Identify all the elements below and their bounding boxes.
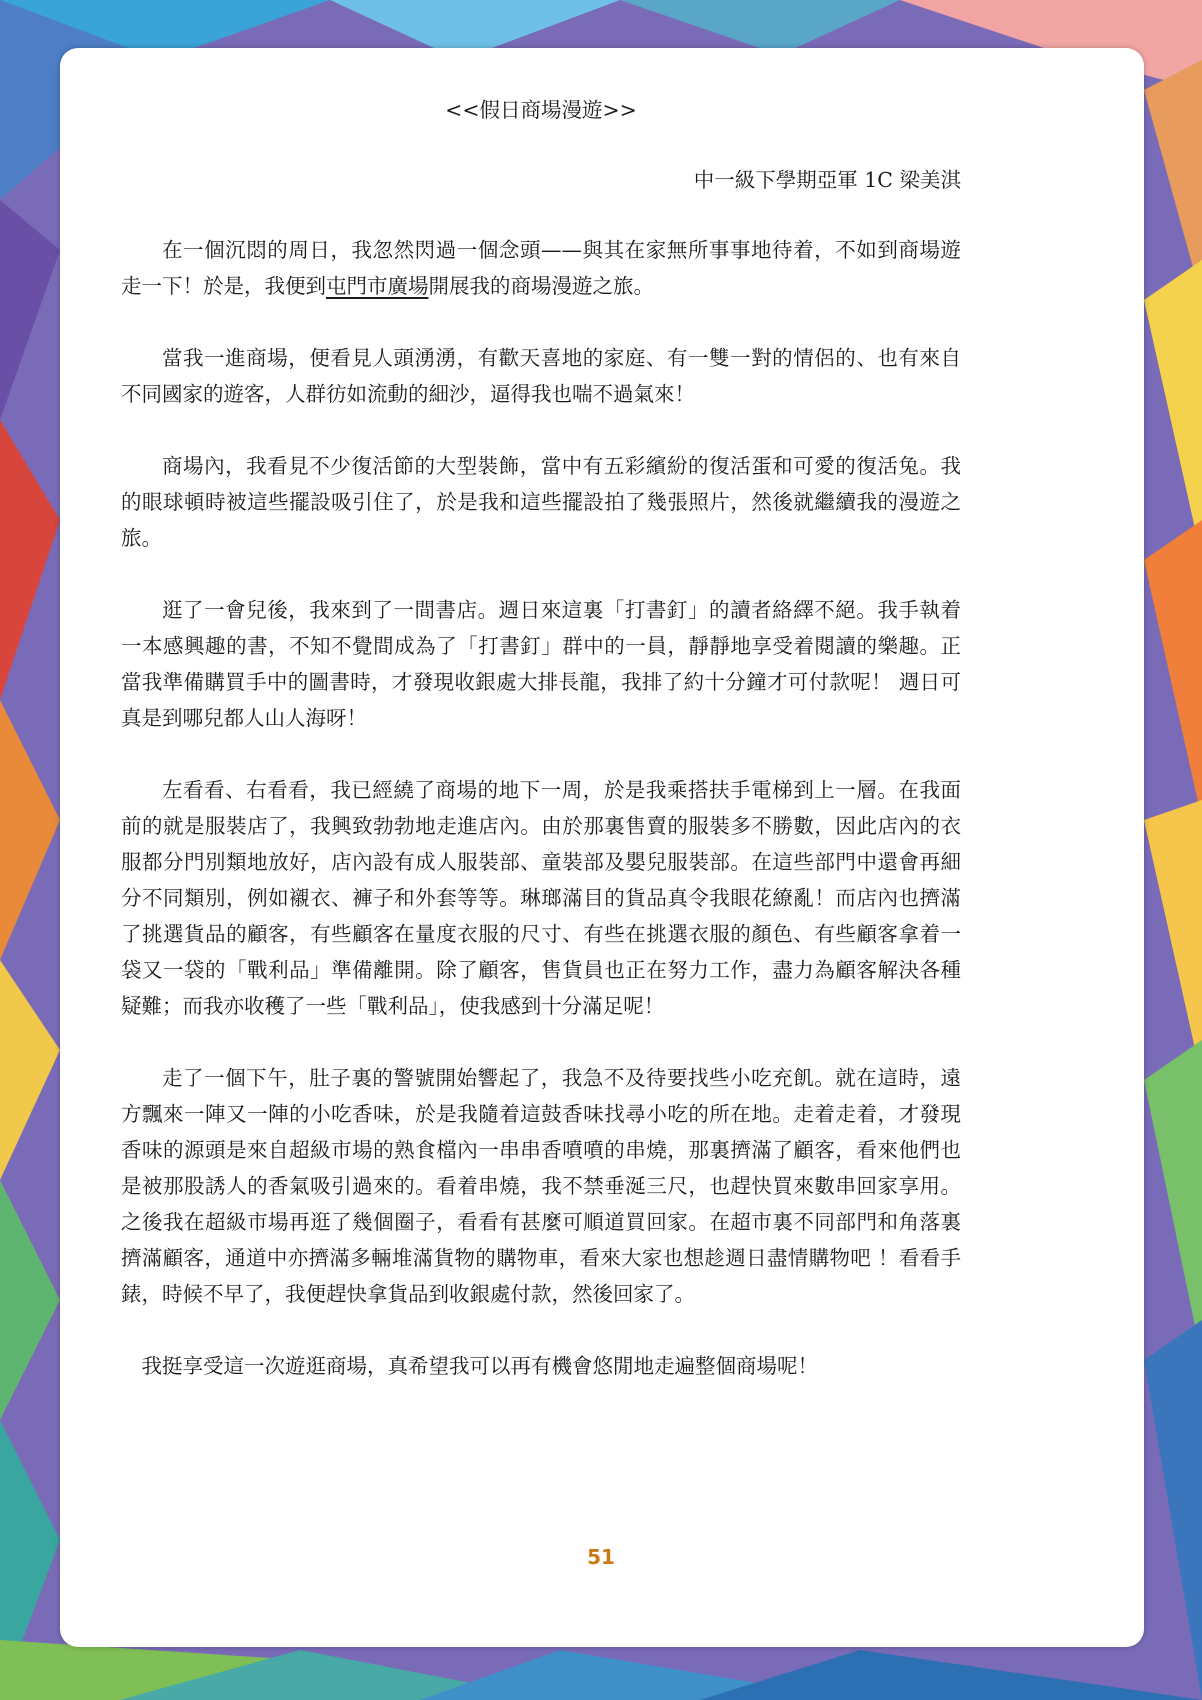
author-byline: 中一級下學期亞軍 1C 梁美淇 [693, 168, 961, 192]
closing-paragraph: 我挺享受這一次遊逛商場，真希望我可以再有機會悠閒地走遍整個商場呢！ [141, 1354, 818, 1378]
place-name-underlined: 屯門市廣場 [326, 274, 429, 298]
paragraph-1-text-after: 開展我的商場漫遊之旅。 [428, 274, 654, 298]
paragraph-2: 當我一進商場，便看見人頭湧湧，有歡天喜地的家庭、有一雙一對的情侶的、也有來自不同國家的遊客，人群彷如流動的細沙，逼得我也喘不過氣來！ [121, 346, 961, 406]
paragraph-3: 商場內，我看見不少復活節的大型裝飾，當中有五彩繽紛的復活蛋和可愛的復活兔。我的眼球頓時被這些擺設吸引住了，於是我和這些擺設拍了幾張照片，然後就繼續我的漫遊之旅。 [121, 454, 961, 550]
paragraph-4: 逛了一會兒後，我來到了一間書店。週日來這裏「打書釘」的讀者絡繹不絕。我手執着一本感興趣的書，不知不覺間成為了「打書釘」群中的一員，靜靜地享受着閱讀的樂趣。正當我準備購買手中的圖書時，才發現收銀處大排長龍，我排了約十分鐘才可付款呢！ 週日可真是到哪兒都人山人海呀！ [121, 598, 961, 730]
paragraph-5: 左看看、右看看，我已經繞了商場的地下一周，於是我乘搭扶手電梯到上一層。在我面前的就是服裝店了，我興致勃勃地走進店內。由於那裏售賣的服裝多不勝數，因此店內的衣服都分門別類地放好，店內設有成人服裝部、童裝部及嬰兒服裝部。在這些部門中還會再細分不同類別，例如襯衣、褲子和外套等等。琳瑯滿目的貨品真令我眼花繚亂！而店內也擠滿了挑選貨品的顧客，有些顧客在量度衣服的尺寸、有些在挑選衣服的顏色、有些顧客拿着一袋又一袋的「戰利品」準備離開。除了顧客，售貨員也正在努力工作，盡力為顧客解決各種疑難；而我亦收穫了一些「戰利品」，使我感到十分滿足呢！ [121, 778, 961, 1018]
paragraph-1-text-before: 在一個沉悶的周日，我忽然閃過一個念頭——與其在家無所事事地待着，不如到商場遊走一下！於是，我便到 [121, 238, 961, 298]
paragraph-6: 走了一個下午，肚子裏的警號開始響起了，我急不及待要找些小吃充飢。就在這時，遠方飄來一陣又一陣的小吃香味，於是我隨着這鼓香味找尋小吃的所在地。走着走着，才發現香味的源頭是來自超級市場的熟食檔內一串串香噴噴的串燒，那裏擠滿了顧客，看來他們也是被那股誘人的香氣吸引過來的。看着串燒，我不禁垂涎三尺，也趕快買來數串回家享用。之後我在超級市場再逛了幾個圈子，看看有甚麼可順道買回家。在超市裏不同部門和角落裏擠滿顧客，通道中亦擠滿多輛堆滿貨物的購物車，看來大家也想趁週日盡情購物吧 ！看看手錶，時候不早了，我便趕快拿貨品到收銀處付款，然後回家了。 [121, 1066, 961, 1306]
page-number: 51 [587, 1545, 615, 1569]
essay-body [121, 92, 961, 1384]
essay-title: <<假日商場漫遊>> [445, 98, 637, 122]
paragraph-1 [121, 232, 961, 304]
